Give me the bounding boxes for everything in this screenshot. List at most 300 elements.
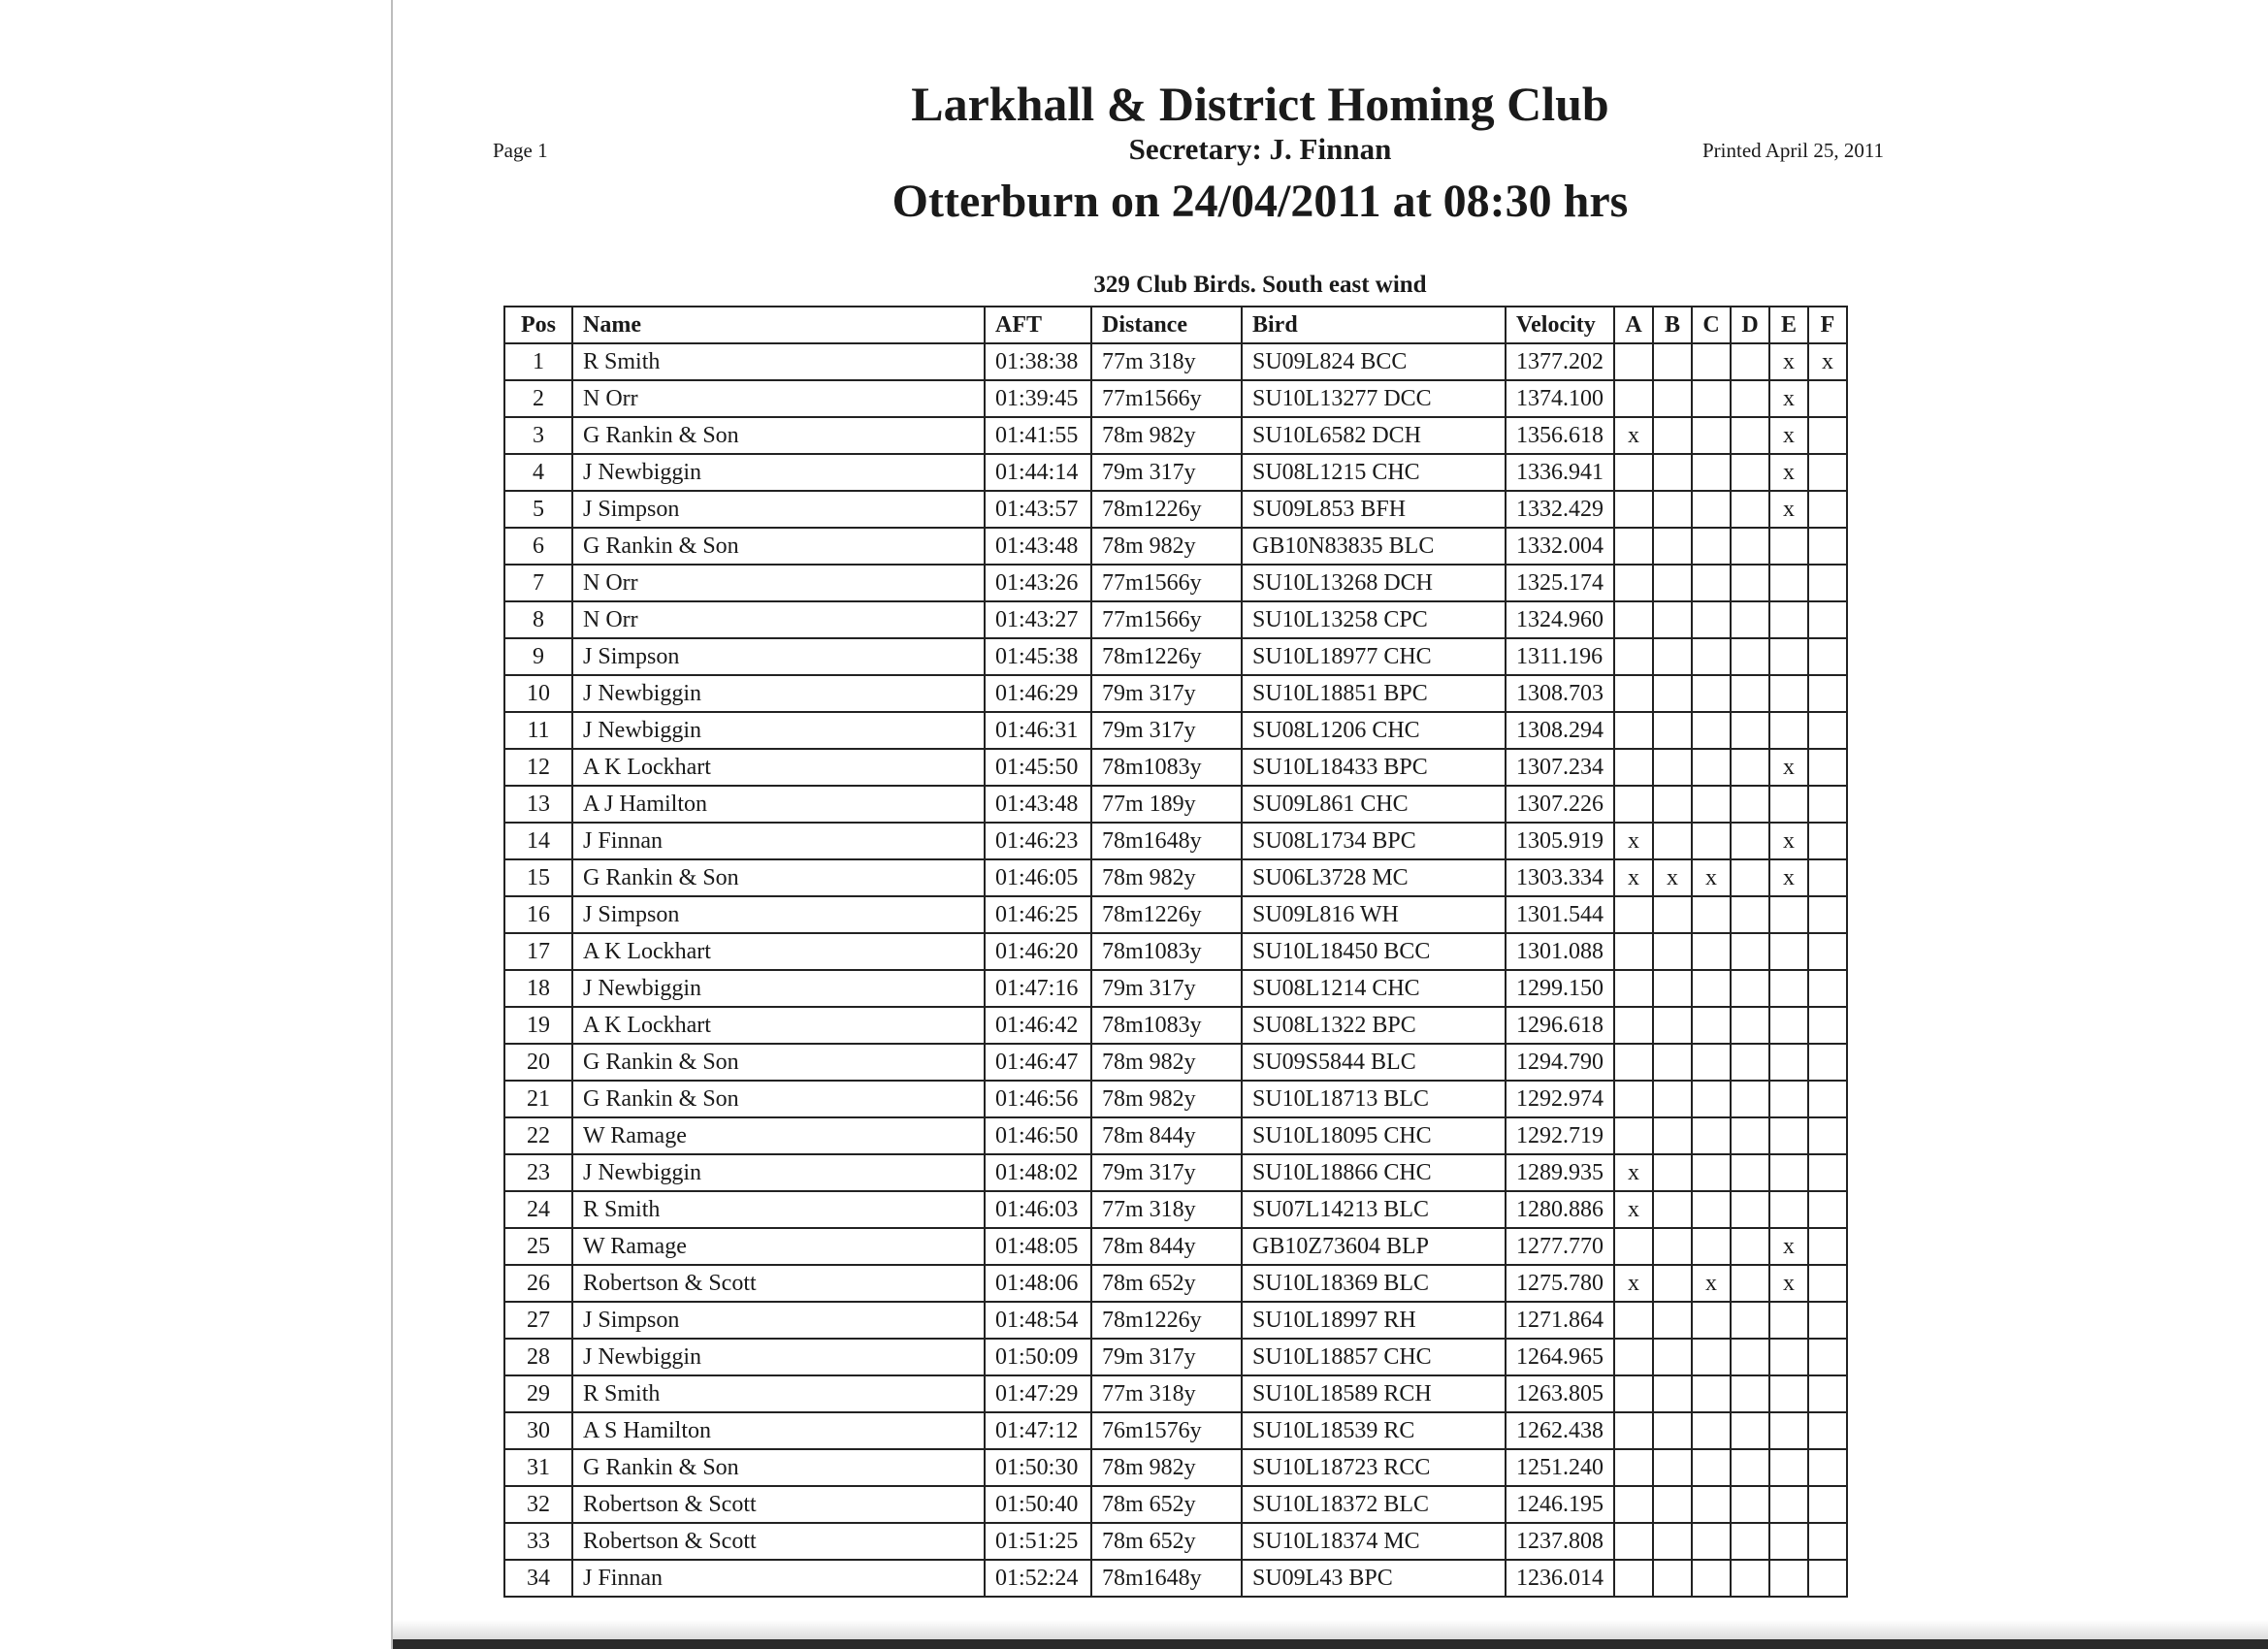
cell-f bbox=[1808, 675, 1847, 712]
cell-distance: 77m 318y bbox=[1091, 1191, 1242, 1228]
cell-name: J Simpson bbox=[572, 491, 985, 528]
cell-c bbox=[1692, 749, 1731, 786]
cell-c bbox=[1692, 1117, 1731, 1154]
cell-velocity: 1332.004 bbox=[1506, 528, 1614, 565]
cell-aft: 01:46:56 bbox=[985, 1081, 1091, 1117]
cell-name: J Simpson bbox=[572, 1302, 985, 1339]
cell-name: J Simpson bbox=[572, 638, 985, 675]
cell-f bbox=[1808, 1007, 1847, 1044]
cell-b bbox=[1653, 601, 1692, 638]
cell-pos: 5 bbox=[504, 491, 572, 528]
cell-name: A S Hamilton bbox=[572, 1412, 985, 1449]
cell-velocity: 1271.864 bbox=[1506, 1302, 1614, 1339]
col-e: E bbox=[1769, 307, 1808, 343]
cell-b bbox=[1653, 380, 1692, 417]
cell-d bbox=[1731, 1486, 1769, 1523]
cell-pos: 33 bbox=[504, 1523, 572, 1560]
cell-e: x bbox=[1769, 1228, 1808, 1265]
cell-bird: SU10L18589 RCH bbox=[1242, 1375, 1506, 1412]
cell-b bbox=[1653, 712, 1692, 749]
cell-velocity: 1280.886 bbox=[1506, 1191, 1614, 1228]
cell-pos: 31 bbox=[504, 1449, 572, 1486]
cell-pos: 11 bbox=[504, 712, 572, 749]
cell-name: W Ramage bbox=[572, 1117, 985, 1154]
cell-velocity: 1303.334 bbox=[1506, 859, 1614, 896]
cell-c bbox=[1692, 1486, 1731, 1523]
cell-e bbox=[1769, 1154, 1808, 1191]
cell-name: A K Lockhart bbox=[572, 1007, 985, 1044]
cell-c bbox=[1692, 1449, 1731, 1486]
cell-pos: 18 bbox=[504, 970, 572, 1007]
cell-c bbox=[1692, 454, 1731, 491]
cell-distance: 78m1083y bbox=[1091, 749, 1242, 786]
cell-name: J Newbiggin bbox=[572, 454, 985, 491]
cell-distance: 78m 982y bbox=[1091, 1081, 1242, 1117]
cell-a bbox=[1614, 1228, 1653, 1265]
cell-a bbox=[1614, 1302, 1653, 1339]
cell-name: N Orr bbox=[572, 565, 985, 601]
cell-b bbox=[1653, 970, 1692, 1007]
table-row bbox=[504, 565, 1847, 601]
scan-bottom-edge bbox=[393, 1639, 2268, 1649]
cell-bird: SU08L1215 CHC bbox=[1242, 454, 1506, 491]
cell-bird: SU10L18857 CHC bbox=[1242, 1339, 1506, 1375]
cell-bird: SU10L18539 RC bbox=[1242, 1412, 1506, 1449]
cell-aft: 01:50:09 bbox=[985, 1339, 1091, 1375]
cell-b bbox=[1653, 1191, 1692, 1228]
cell-a bbox=[1614, 1007, 1653, 1044]
cell-distance: 77m1566y bbox=[1091, 601, 1242, 638]
cell-pos: 15 bbox=[504, 859, 572, 896]
scan-edge bbox=[391, 0, 393, 1649]
cell-name: J Finnan bbox=[572, 1560, 985, 1597]
cell-b bbox=[1653, 528, 1692, 565]
cell-a bbox=[1614, 601, 1653, 638]
cell-name: J Newbiggin bbox=[572, 1339, 985, 1375]
cell-velocity: 1294.790 bbox=[1506, 1044, 1614, 1081]
cell-e: x bbox=[1769, 343, 1808, 380]
cell-f bbox=[1808, 417, 1847, 454]
cell-a bbox=[1614, 565, 1653, 601]
cell-a bbox=[1614, 1486, 1653, 1523]
cell-name: G Rankin & Son bbox=[572, 528, 985, 565]
cell-pos: 12 bbox=[504, 749, 572, 786]
cell-aft: 01:38:38 bbox=[985, 343, 1091, 380]
cell-velocity: 1311.196 bbox=[1506, 638, 1614, 675]
cell-d bbox=[1731, 417, 1769, 454]
cell-e bbox=[1769, 1486, 1808, 1523]
cell-name: J Newbiggin bbox=[572, 712, 985, 749]
cell-d bbox=[1731, 380, 1769, 417]
cell-d bbox=[1731, 1191, 1769, 1228]
cell-c: x bbox=[1692, 859, 1731, 896]
cell-name: R Smith bbox=[572, 1191, 985, 1228]
cell-a bbox=[1614, 675, 1653, 712]
cell-f bbox=[1808, 749, 1847, 786]
cell-bird: GB10Z73604 BLP bbox=[1242, 1228, 1506, 1265]
cell-b bbox=[1653, 896, 1692, 933]
cell-distance: 79m 317y bbox=[1091, 675, 1242, 712]
cell-velocity: 1325.174 bbox=[1506, 565, 1614, 601]
cell-e: x bbox=[1769, 417, 1808, 454]
cell-velocity: 1236.014 bbox=[1506, 1560, 1614, 1597]
cell-b bbox=[1653, 823, 1692, 859]
cell-c bbox=[1692, 1412, 1731, 1449]
cell-name: Robertson & Scott bbox=[572, 1265, 985, 1302]
cell-velocity: 1308.703 bbox=[1506, 675, 1614, 712]
cell-velocity: 1246.195 bbox=[1506, 1486, 1614, 1523]
table-row bbox=[504, 970, 1847, 1007]
cell-distance: 77m1566y bbox=[1091, 565, 1242, 601]
cell-c bbox=[1692, 491, 1731, 528]
cell-aft: 01:46:47 bbox=[985, 1044, 1091, 1081]
cell-name: G Rankin & Son bbox=[572, 1081, 985, 1117]
cell-velocity: 1301.544 bbox=[1506, 896, 1614, 933]
cell-c bbox=[1692, 933, 1731, 970]
cell-aft: 01:43:27 bbox=[985, 601, 1091, 638]
cell-f bbox=[1808, 1486, 1847, 1523]
cell-a bbox=[1614, 1449, 1653, 1486]
cell-pos: 2 bbox=[504, 380, 572, 417]
cell-f bbox=[1808, 491, 1847, 528]
col-distance: Distance bbox=[1091, 307, 1242, 343]
cell-bird: SU10L18977 CHC bbox=[1242, 638, 1506, 675]
cell-c bbox=[1692, 638, 1731, 675]
cell-f bbox=[1808, 1560, 1847, 1597]
table-row bbox=[504, 1560, 1847, 1597]
cell-b bbox=[1653, 491, 1692, 528]
cell-f bbox=[1808, 1412, 1847, 1449]
cell-velocity: 1374.100 bbox=[1506, 380, 1614, 417]
cell-a: x bbox=[1614, 1191, 1653, 1228]
col-a: A bbox=[1614, 307, 1653, 343]
cell-e: x bbox=[1769, 1265, 1808, 1302]
cell-aft: 01:48:02 bbox=[985, 1154, 1091, 1191]
cell-d bbox=[1731, 896, 1769, 933]
cell-distance: 78m 652y bbox=[1091, 1486, 1242, 1523]
cell-bird: SU10L18369 BLC bbox=[1242, 1265, 1506, 1302]
cell-name: G Rankin & Son bbox=[572, 1449, 985, 1486]
table-row bbox=[504, 1339, 1847, 1375]
cell-f bbox=[1808, 454, 1847, 491]
cell-velocity: 1299.150 bbox=[1506, 970, 1614, 1007]
col-pos: Pos bbox=[504, 307, 572, 343]
cell-distance: 78m1226y bbox=[1091, 896, 1242, 933]
cell-c bbox=[1692, 380, 1731, 417]
cell-a bbox=[1614, 1560, 1653, 1597]
cell-bird: SU08L1734 BPC bbox=[1242, 823, 1506, 859]
table-row bbox=[504, 454, 1847, 491]
col-c: C bbox=[1692, 307, 1731, 343]
cell-aft: 01:41:55 bbox=[985, 417, 1091, 454]
cell-f bbox=[1808, 1117, 1847, 1154]
cell-c bbox=[1692, 1375, 1731, 1412]
col-velocity: Velocity bbox=[1506, 307, 1614, 343]
cell-a: x bbox=[1614, 417, 1653, 454]
cell-a bbox=[1614, 638, 1653, 675]
cell-velocity: 1289.935 bbox=[1506, 1154, 1614, 1191]
cell-pos: 14 bbox=[504, 823, 572, 859]
cell-e bbox=[1769, 1412, 1808, 1449]
table-row bbox=[504, 1081, 1847, 1117]
cell-e bbox=[1769, 601, 1808, 638]
table-row bbox=[504, 528, 1847, 565]
cell-d bbox=[1731, 1044, 1769, 1081]
cell-a: x bbox=[1614, 1154, 1653, 1191]
cell-e: x bbox=[1769, 380, 1808, 417]
cell-pos: 17 bbox=[504, 933, 572, 970]
cell-a bbox=[1614, 712, 1653, 749]
cell-aft: 01:46:50 bbox=[985, 1117, 1091, 1154]
cell-b bbox=[1653, 1081, 1692, 1117]
cell-b bbox=[1653, 1412, 1692, 1449]
cell-d bbox=[1731, 823, 1769, 859]
cell-d bbox=[1731, 1560, 1769, 1597]
cell-e: x bbox=[1769, 749, 1808, 786]
cell-distance: 78m 844y bbox=[1091, 1117, 1242, 1154]
cell-distance: 78m1226y bbox=[1091, 491, 1242, 528]
cell-d bbox=[1731, 970, 1769, 1007]
race-title: Otterburn on 24/04/2011 at 08:30 hrs bbox=[891, 176, 1629, 227]
cell-b bbox=[1653, 1154, 1692, 1191]
page-number: Page 1 bbox=[493, 139, 548, 162]
cell-c bbox=[1692, 601, 1731, 638]
cell-e bbox=[1769, 1375, 1808, 1412]
cell-velocity: 1307.226 bbox=[1506, 786, 1614, 823]
cell-a bbox=[1614, 970, 1653, 1007]
cell-name: J Newbiggin bbox=[572, 970, 985, 1007]
cell-bird: SU07L14213 BLC bbox=[1242, 1191, 1506, 1228]
cell-velocity: 1263.805 bbox=[1506, 1375, 1614, 1412]
cell-pos: 26 bbox=[504, 1265, 572, 1302]
col-aft: AFT bbox=[985, 307, 1091, 343]
cell-name: R Smith bbox=[572, 343, 985, 380]
cell-pos: 24 bbox=[504, 1191, 572, 1228]
cell-aft: 01:43:26 bbox=[985, 565, 1091, 601]
cell-aft: 01:48:54 bbox=[985, 1302, 1091, 1339]
cell-f bbox=[1808, 896, 1847, 933]
cell-bird: SU10L18372 BLC bbox=[1242, 1486, 1506, 1523]
cell-f bbox=[1808, 712, 1847, 749]
cell-f bbox=[1808, 1044, 1847, 1081]
cell-e bbox=[1769, 1117, 1808, 1154]
cell-bird: SU09L816 WH bbox=[1242, 896, 1506, 933]
cell-b bbox=[1653, 1007, 1692, 1044]
cell-velocity: 1264.965 bbox=[1506, 1339, 1614, 1375]
cell-distance: 79m 317y bbox=[1091, 454, 1242, 491]
table-row bbox=[504, 749, 1847, 786]
cell-aft: 01:47:29 bbox=[985, 1375, 1091, 1412]
cell-d bbox=[1731, 601, 1769, 638]
cell-e bbox=[1769, 970, 1808, 1007]
cell-aft: 01:44:14 bbox=[985, 454, 1091, 491]
cell-aft: 01:46:23 bbox=[985, 823, 1091, 859]
cell-aft: 01:46:20 bbox=[985, 933, 1091, 970]
cell-pos: 1 bbox=[504, 343, 572, 380]
cell-a bbox=[1614, 786, 1653, 823]
cell-bird: SU09L43 BPC bbox=[1242, 1560, 1506, 1597]
cell-bird: GB10N83835 BLC bbox=[1242, 528, 1506, 565]
cell-f bbox=[1808, 1339, 1847, 1375]
cell-d bbox=[1731, 933, 1769, 970]
cell-velocity: 1307.234 bbox=[1506, 749, 1614, 786]
cell-distance: 77m 318y bbox=[1091, 343, 1242, 380]
cell-bird: SU10L18713 BLC bbox=[1242, 1081, 1506, 1117]
cell-bird: SU10L13268 DCH bbox=[1242, 565, 1506, 601]
cell-c bbox=[1692, 565, 1731, 601]
cell-b bbox=[1653, 1302, 1692, 1339]
cell-c bbox=[1692, 1339, 1731, 1375]
header-row bbox=[504, 307, 1847, 343]
cell-e bbox=[1769, 1302, 1808, 1339]
cell-distance: 77m 318y bbox=[1091, 1375, 1242, 1412]
cell-distance: 78m 652y bbox=[1091, 1523, 1242, 1560]
cell-b bbox=[1653, 1339, 1692, 1375]
secretary-line: Secretary: J. Finnan bbox=[1128, 132, 1392, 166]
cell-c bbox=[1692, 1191, 1731, 1228]
cell-d bbox=[1731, 528, 1769, 565]
cell-aft: 01:46:29 bbox=[985, 675, 1091, 712]
cell-d bbox=[1731, 1302, 1769, 1339]
cell-d bbox=[1731, 1375, 1769, 1412]
cell-distance: 78m1083y bbox=[1091, 1007, 1242, 1044]
cell-a bbox=[1614, 528, 1653, 565]
cell-a bbox=[1614, 1117, 1653, 1154]
cell-distance: 77m 189y bbox=[1091, 786, 1242, 823]
cell-aft: 01:50:40 bbox=[985, 1486, 1091, 1523]
col-f: F bbox=[1808, 307, 1847, 343]
cell-velocity: 1356.618 bbox=[1506, 417, 1614, 454]
cell-distance: 78m1226y bbox=[1091, 1302, 1242, 1339]
cell-b bbox=[1653, 1265, 1692, 1302]
cell-b bbox=[1653, 933, 1692, 970]
cell-c bbox=[1692, 1228, 1731, 1265]
cell-bird: SU09S5844 BLC bbox=[1242, 1044, 1506, 1081]
table-row bbox=[504, 933, 1847, 970]
cell-name: Robertson & Scott bbox=[572, 1486, 985, 1523]
cell-e bbox=[1769, 1339, 1808, 1375]
cell-d bbox=[1731, 1081, 1769, 1117]
cell-b bbox=[1653, 638, 1692, 675]
cell-c bbox=[1692, 823, 1731, 859]
cell-e bbox=[1769, 528, 1808, 565]
cell-d bbox=[1731, 1228, 1769, 1265]
table-row bbox=[504, 1117, 1847, 1154]
cell-bird: SU10L18450 BCC bbox=[1242, 933, 1506, 970]
cell-aft: 01:52:24 bbox=[985, 1560, 1091, 1597]
scan-bottom-shadow bbox=[393, 1620, 2268, 1639]
cell-f bbox=[1808, 638, 1847, 675]
cell-f bbox=[1808, 1081, 1847, 1117]
cell-a bbox=[1614, 1375, 1653, 1412]
cell-a: x bbox=[1614, 823, 1653, 859]
cell-b bbox=[1653, 565, 1692, 601]
cell-distance: 78m1226y bbox=[1091, 638, 1242, 675]
cell-velocity: 1262.438 bbox=[1506, 1412, 1614, 1449]
cell-velocity: 1292.974 bbox=[1506, 1081, 1614, 1117]
cell-aft: 01:47:16 bbox=[985, 970, 1091, 1007]
cell-pos: 6 bbox=[504, 528, 572, 565]
cell-pos: 23 bbox=[504, 1154, 572, 1191]
col-bird: Bird bbox=[1242, 307, 1506, 343]
col-b: B bbox=[1653, 307, 1692, 343]
cell-pos: 30 bbox=[504, 1412, 572, 1449]
cell-e bbox=[1769, 1449, 1808, 1486]
cell-d bbox=[1731, 491, 1769, 528]
cell-aft: 01:45:50 bbox=[985, 749, 1091, 786]
table-row bbox=[504, 823, 1847, 859]
cell-e bbox=[1769, 896, 1808, 933]
cell-velocity: 1305.919 bbox=[1506, 823, 1614, 859]
cell-pos: 19 bbox=[504, 1007, 572, 1044]
cell-name: R Smith bbox=[572, 1375, 985, 1412]
cell-name: J Newbiggin bbox=[572, 675, 985, 712]
cell-e: x bbox=[1769, 491, 1808, 528]
cell-velocity: 1336.941 bbox=[1506, 454, 1614, 491]
cell-bird: SU08L1206 CHC bbox=[1242, 712, 1506, 749]
table-row bbox=[504, 1044, 1847, 1081]
cell-f: x bbox=[1808, 343, 1847, 380]
cell-bird: SU09L861 CHC bbox=[1242, 786, 1506, 823]
cell-d bbox=[1731, 454, 1769, 491]
cell-bird: SU08L1322 BPC bbox=[1242, 1007, 1506, 1044]
cell-bird: SU09L853 BFH bbox=[1242, 491, 1506, 528]
cell-d bbox=[1731, 638, 1769, 675]
cell-c bbox=[1692, 343, 1731, 380]
cell-bird: SU10L18866 CHC bbox=[1242, 1154, 1506, 1191]
race-subtitle: 329 Club Birds. South east wind bbox=[1093, 272, 1427, 298]
table-row bbox=[504, 1007, 1847, 1044]
cell-name: G Rankin & Son bbox=[572, 859, 985, 896]
cell-c bbox=[1692, 970, 1731, 1007]
table-row bbox=[504, 1449, 1847, 1486]
cell-distance: 79m 317y bbox=[1091, 970, 1242, 1007]
cell-f bbox=[1808, 1228, 1847, 1265]
cell-bird: SU10L18374 MC bbox=[1242, 1523, 1506, 1560]
cell-aft: 01:43:48 bbox=[985, 528, 1091, 565]
cell-f bbox=[1808, 786, 1847, 823]
cell-e bbox=[1769, 675, 1808, 712]
cell-f bbox=[1808, 970, 1847, 1007]
cell-c bbox=[1692, 1044, 1731, 1081]
cell-a bbox=[1614, 491, 1653, 528]
cell-a bbox=[1614, 749, 1653, 786]
cell-e bbox=[1769, 1044, 1808, 1081]
table-row bbox=[504, 896, 1847, 933]
cell-pos: 4 bbox=[504, 454, 572, 491]
cell-a bbox=[1614, 343, 1653, 380]
cell-distance: 78m 982y bbox=[1091, 417, 1242, 454]
cell-velocity: 1324.960 bbox=[1506, 601, 1614, 638]
cell-f bbox=[1808, 565, 1847, 601]
results-table bbox=[503, 306, 1848, 1598]
cell-c bbox=[1692, 1081, 1731, 1117]
cell-f bbox=[1808, 859, 1847, 896]
cell-bird: SU10L18997 RH bbox=[1242, 1302, 1506, 1339]
table-row bbox=[504, 1523, 1847, 1560]
cell-name: J Finnan bbox=[572, 823, 985, 859]
cell-e bbox=[1769, 1081, 1808, 1117]
cell-velocity: 1292.719 bbox=[1506, 1117, 1614, 1154]
cell-velocity: 1308.294 bbox=[1506, 712, 1614, 749]
cell-b bbox=[1653, 1044, 1692, 1081]
cell-d bbox=[1731, 1412, 1769, 1449]
cell-aft: 01:39:45 bbox=[985, 380, 1091, 417]
cell-name: J Simpson bbox=[572, 896, 985, 933]
cell-d bbox=[1731, 1154, 1769, 1191]
club-title: Larkhall & District Homing Club bbox=[911, 77, 1609, 131]
cell-c bbox=[1692, 1560, 1731, 1597]
